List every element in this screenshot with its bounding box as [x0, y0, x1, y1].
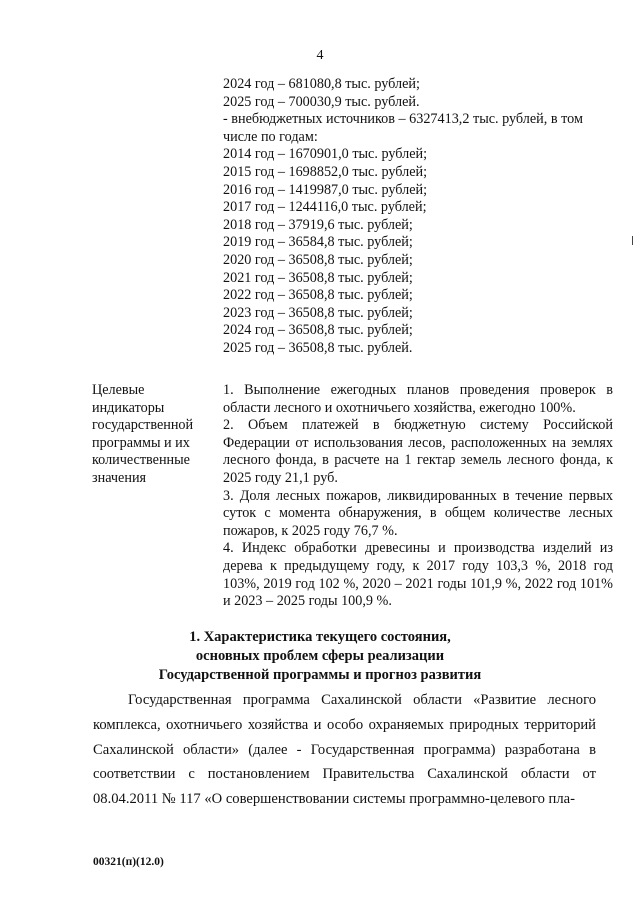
section-title: [0, 628, 640, 685]
indicator-item: 1. Выполнение ежегодных планов проведения проверок в области лесного и охотничьего хозяйства, ежегодно 100%.: [223, 382, 613, 416]
indicators-label-line: государственной: [92, 417, 194, 434]
section-title-line: 1. Характеристика текущего состояния,: [189, 629, 451, 645]
indicator-item: 3. Доля лесных пожаров, ликвидированных в течение первых суток с момента обнаружения, в общем количестве лесных пожаров, к 2025 году 76,7 %.: [223, 487, 613, 539]
funding-line: 2025 год – 36508,8 тыс. рублей.: [223, 339, 413, 356]
page-number: 4: [316, 48, 324, 63]
section-title-line: основных проблем сферы реализации: [195, 648, 445, 664]
scan-edge-mark: [632, 236, 633, 245]
indicators-label-line: количественные: [92, 452, 190, 469]
funding-line: 2023 год – 36508,8 тыс. рублей;: [223, 304, 413, 321]
indicator-item: 4. Индекс обработки древесины и производства изделий из дерева к предыдущему году, к 2017 году 103,3 %, 2018 год 103%, 2019 год 102 %, 2020 – 2021 годы 101,9 %, 2022 год 101% и 2023 – 2025 годы 100,9 %.: [223, 540, 613, 610]
funding-line: 2022 год – 36508,8 тыс. рублей;: [223, 287, 413, 304]
indicators-label-line: Целевые: [92, 382, 145, 398]
funding-line: 2017 год – 1244116,0 тыс. рублей;: [223, 199, 427, 216]
section-title-line: Государственной программы и прогноз развития: [158, 667, 482, 683]
indicators-label-line: значения: [92, 469, 147, 486]
funding-line: 2024 год – 36508,8 тыс. рублей;: [223, 322, 413, 339]
funding-line: 2015 год – 1698852,0 тыс. рублей;: [223, 163, 428, 180]
funding-line: 2019 год – 36584,8 тыс. рублей;: [223, 234, 413, 251]
indicators-list: [223, 382, 613, 611]
indicators-label-line: программы и их: [92, 434, 190, 451]
funding-line: 2014 год – 1670901,0 тыс. рублей;: [223, 146, 428, 163]
funding-line: числе по годам:: [223, 128, 318, 145]
funding-line: 2020 год – 36508,8 тыс. рублей;: [223, 251, 413, 268]
funding-line: 2018 год – 37919,6 тыс. рублей;: [223, 216, 413, 233]
indicators-label-line: индикаторы: [92, 399, 165, 416]
funding-list: [223, 76, 613, 358]
indicator-item: 2. Объем платежей в бюджетную систему Российской Федерации от использования лесов, расположенных на землях лесного фонда, в расчете на 1 гектар земель лесного фонда, к 2025 году 21,1 руб.: [223, 417, 613, 486]
body-paragraph-container: [93, 688, 596, 812]
funding-line: 2024 год – 681080,8 тыс. рублей;: [223, 76, 420, 92]
body-paragraph: Государственная программа Сахалинской области «Развитие лесного комплекса, охотничьего хозяйства и особо охраняемых природных территорий Сахалинской области» (далее - Государственная программа) разработана в соответствии с постановлением Правительства Сахалинской области от 08.04.2011 № 117 «О совершенствовании системы программно-целевого пла-: [93, 692, 596, 808]
funding-line: 2016 год – 1419987,0 тыс. рублей;: [223, 181, 428, 198]
document-code: 00321(п)(12.0): [93, 856, 164, 868]
indicators-label: [92, 382, 217, 488]
funding-line: 2021 год – 36508,8 тыс. рублей;: [223, 269, 413, 286]
funding-line: - внебюджетных источников – 6327413,2 тыс. рублей, в том: [223, 111, 583, 128]
funding-line: 2025 год – 700030,9 тыс. рублей.: [223, 93, 420, 110]
